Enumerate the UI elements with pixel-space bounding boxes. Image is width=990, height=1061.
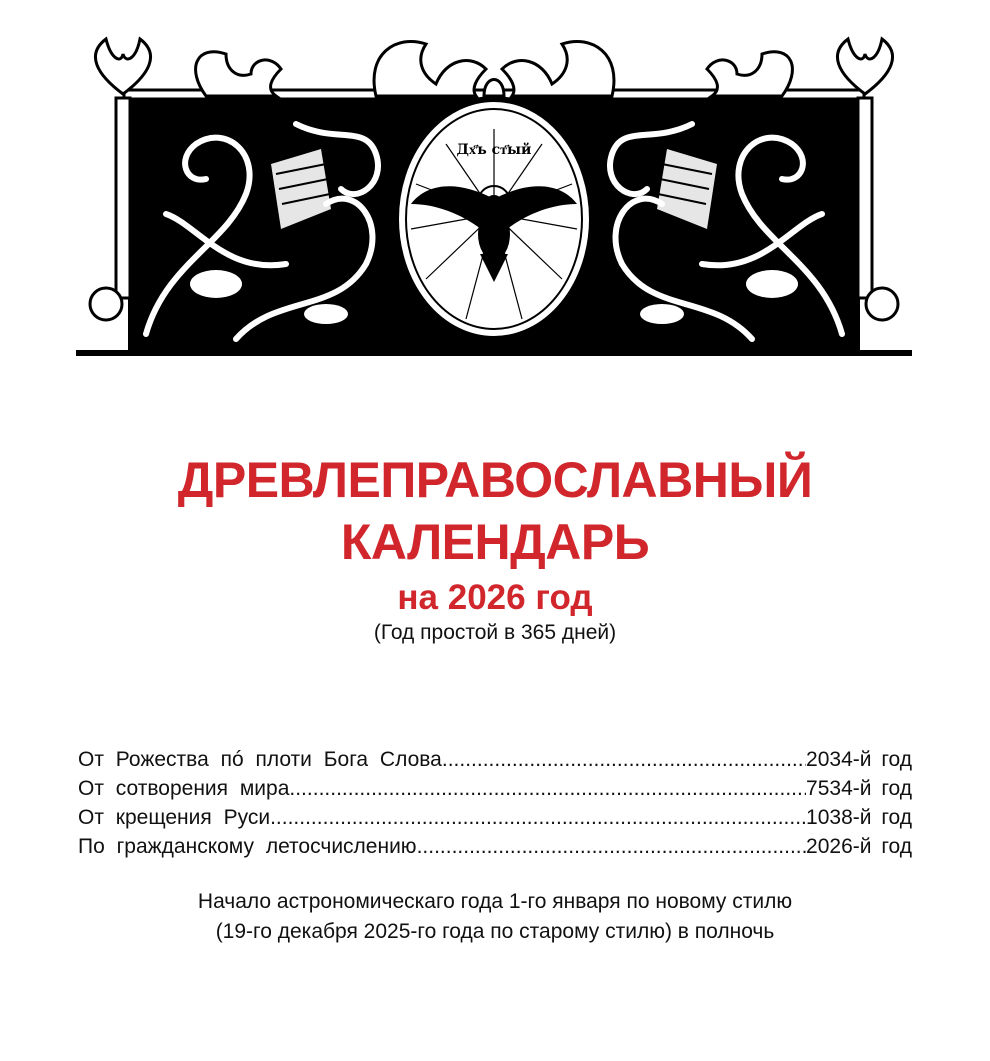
era-row <box>78 832 912 861</box>
astronomical-year-note <box>0 887 990 947</box>
dot-leader <box>442 745 806 774</box>
title-line-2: КАЛЕНДАРЬ <box>340 514 650 570</box>
era-value: 7534-й год <box>806 777 912 800</box>
dot-leader <box>270 803 806 832</box>
era-row <box>78 803 912 832</box>
svg-text:Дх҃ъ ст҃ый: Дх҃ъ ст҃ый <box>456 142 532 158</box>
era-row <box>78 745 912 774</box>
year-line: на 2026 год <box>397 578 593 617</box>
note-line-1: Начало астрономическаго года 1-го января по новому стилю <box>197 890 793 913</box>
era-label: От сотворения мира <box>78 777 290 800</box>
year-note: (Год простой в 365 дней) <box>373 621 617 644</box>
era-list <box>78 745 912 861</box>
note-line-2: (19-го декабря 2025-го года по старому стилю) в полночь <box>215 920 775 943</box>
era-label: От крещения Руси <box>78 806 271 829</box>
era-row <box>78 774 912 803</box>
era-value: 2026-й год <box>806 835 912 858</box>
era-value: 2034-й год <box>806 748 912 771</box>
era-value: 1038-й год <box>806 806 912 829</box>
era-label: От Рожества пó плоти Бога Слова <box>78 748 442 771</box>
era-label: По гражданскому летосчислению <box>78 835 417 858</box>
holy-spirit-dove-ornament-icon <box>76 14 912 360</box>
dot-leader <box>417 832 806 861</box>
title-line-1: ДРЕВЛЕПРАВОСЛАВНЫЙ <box>177 452 813 508</box>
calendar-title-block <box>0 448 990 646</box>
dot-leader <box>289 774 806 803</box>
